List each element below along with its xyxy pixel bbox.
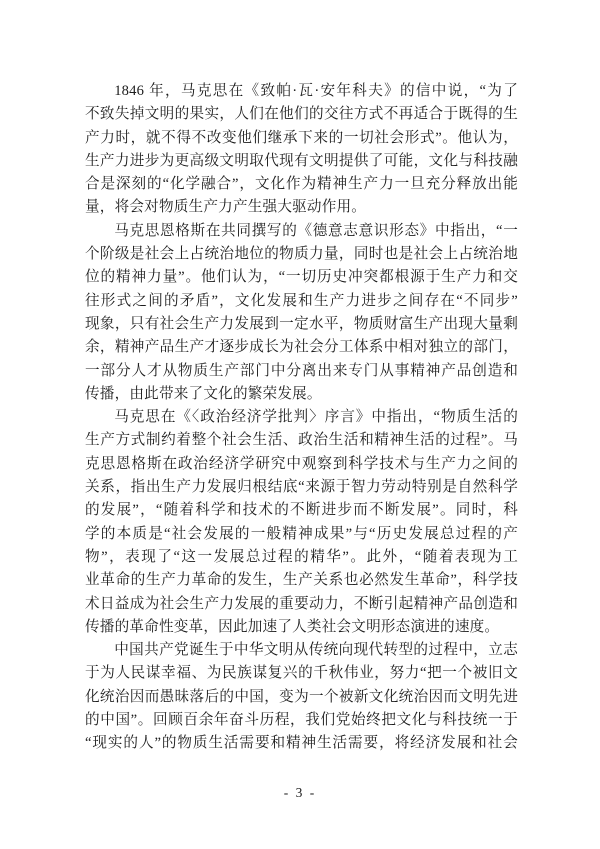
text-line: 生产方式制约着整个社会生活、政治生活和精神生活的过程”。马 <box>85 432 518 449</box>
text-line: 业革命的生产力革命的发生，生产关系也必然发生革命”，科学技 <box>85 572 518 589</box>
text-line: 的发展”，“随着科学和技术的不断进步而不断发展”。同时，科 <box>85 502 518 519</box>
text-line: 往形式之间的矛盾”，文化发展和生产力进步之间存在“不同步” <box>85 292 518 309</box>
paragraph <box>85 639 518 755</box>
document-body <box>85 80 518 756</box>
text-line: 不致失掉文明的果实，人们在他们的交往方式不再适合于既得的生 <box>85 106 518 123</box>
paragraph <box>85 406 518 639</box>
text-line: 术日益成为社会生产力发展的重要动力，不断引起精神产品创造和 <box>85 595 518 612</box>
text-line: 化统治因而愚昧落后的中国，变为一个被新文化统治因而文明先进 <box>85 688 518 705</box>
text-line: 学的本质是“社会发展的一般精神成果”与“历史发展总过程的产 <box>85 525 518 542</box>
paragraph <box>85 220 518 406</box>
text-line: 产力时，就不得不改变他们继承下来的一切社会形式”。他认为， <box>85 129 518 146</box>
text-line: 量，将会对物质生产力产生强大驱动作用。 <box>85 199 367 216</box>
text-line: 物”，表现了“这一发展总过程的精华”。此外，“随着表现为工 <box>85 548 518 565</box>
text-line: 1846 年，马克思在《致帕·瓦·安年科夫》的信中说，“为了 <box>114 83 518 99</box>
text-line: 传播，由此带来了文化的繁荣发展。 <box>85 385 322 402</box>
text-line: 生产力进步为更高级文明取代现有文明提供了可能，文化与科技融 <box>85 152 518 169</box>
text-line: 个阶级是社会上占统治地位的物质力量，同时也是社会上占统治地 <box>85 246 518 263</box>
text-line: 合是深刻的“化学融合”，文化作为精神生产力一旦充分释放出能 <box>85 176 518 193</box>
text-line: 余，精神产品生产才逐步成长为社会分工体系中相对独立的部门， <box>85 339 518 356</box>
text-line: 一部分人才从物质生产部门中分离出来专门从事精神产品创造和 <box>85 362 518 379</box>
paragraph <box>85 80 518 220</box>
text-line: 位的精神力量”。他们认为，“一切历史冲突都根源于生产力和交 <box>85 269 518 286</box>
text-line: 中国共产党诞生于中华文明从传统向现代转型的过程中，立志 <box>114 642 518 659</box>
page-number: - 3 - <box>283 785 317 800</box>
text-line: 克思恩格斯在政治经济学研究中观察到科学技术与生产力之间的 <box>85 455 518 472</box>
text-line: 的中国”。回顾百余年奋斗历程，我们党始终把文化与科技统一于 <box>85 712 518 729</box>
text-line: 关系，指出生产力发展归根结底“来源于智力劳动特别是自然科学 <box>85 479 518 496</box>
text-line: 传播的革命性变革，因此加速了人类社会文明形态演进的速度。 <box>85 618 500 635</box>
text-line: 于为人民谋幸福、为民族谋复兴的千秋伟业，努力“把一个被旧文 <box>85 665 518 682</box>
text-line: 现象，只有社会生产力发展到一定水平，物质财富生产出现大量剩 <box>85 315 518 332</box>
text-line: 马克思恩格斯在共同撰写的《德意志意识形态》中指出，“一 <box>114 222 518 239</box>
text-line: 马克思在《〈政治经济学批判〉序言》中指出，“物质生活的 <box>114 409 518 426</box>
text-line: “现实的人”的物质生活需要和精神生活需要，将经济发展和社会 <box>85 735 518 752</box>
